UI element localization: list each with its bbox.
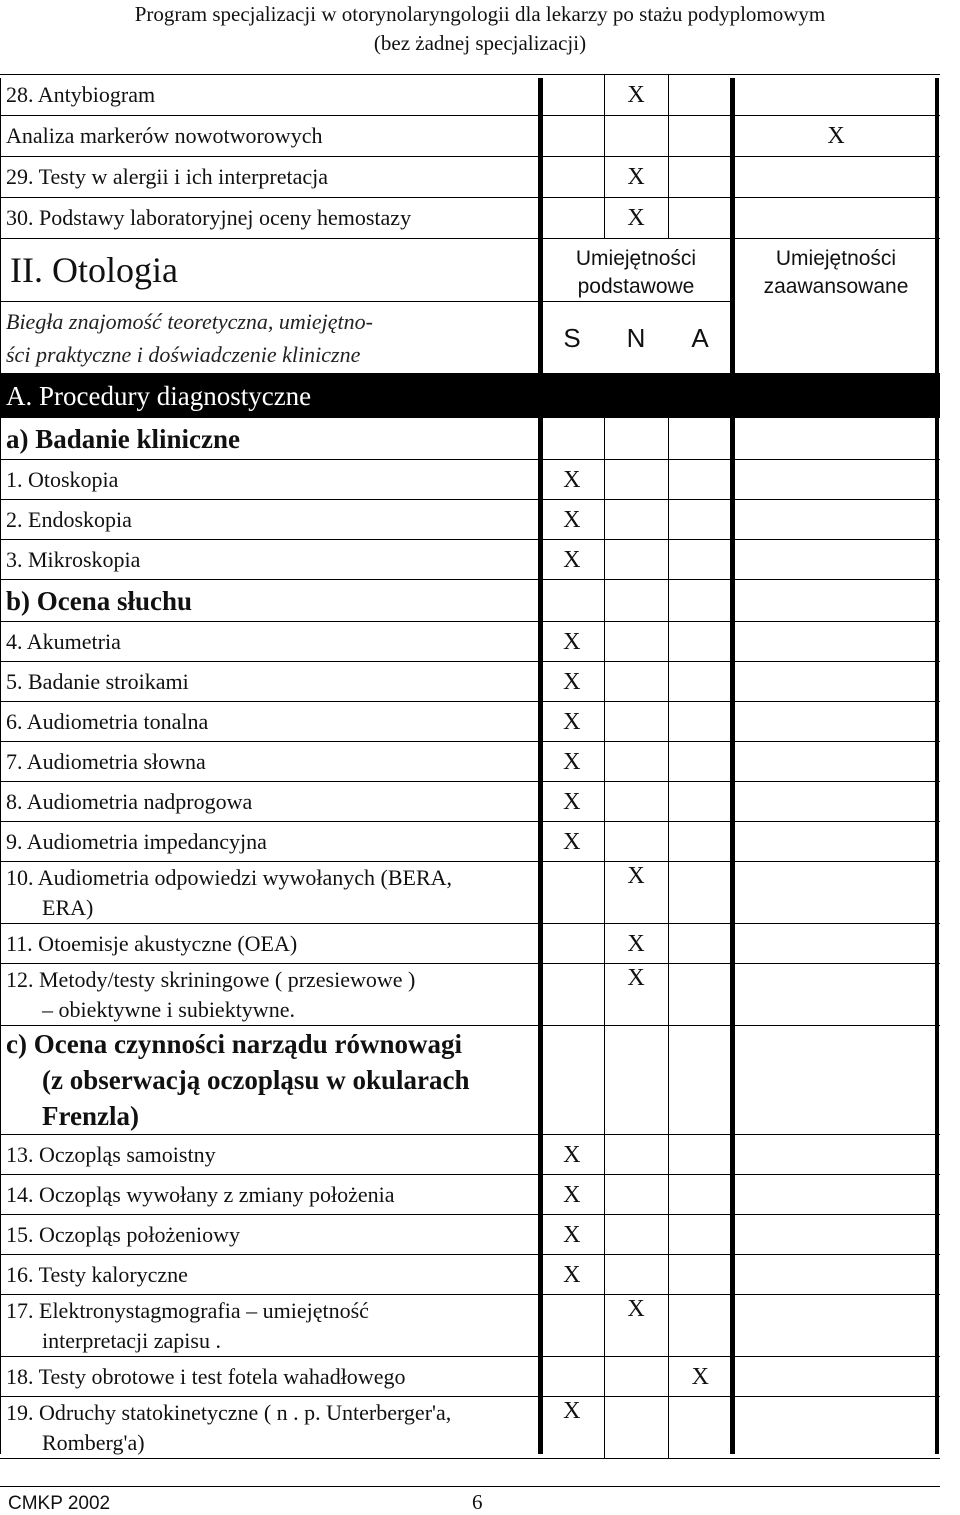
advanced-cell [732, 662, 940, 702]
mark-cell: X [604, 1295, 668, 1357]
item-label-line1: 10. Audiometria odpowiedzi wywołanych (BERA, [6, 864, 453, 890]
item-label: 3. Mikroskopia [0, 540, 540, 580]
mark-cell [668, 540, 732, 580]
empty-cell [732, 1026, 940, 1135]
section-intro-line2: ści praktyczne i doświadczenie kliniczne [6, 341, 361, 367]
advanced-cell [732, 622, 940, 662]
mark-cell [604, 622, 668, 662]
advanced-cell [732, 1357, 940, 1397]
mark-cell [540, 1357, 604, 1397]
mark-cell: X [540, 622, 604, 662]
table-row [0, 198, 940, 239]
mark-cell [668, 622, 732, 662]
mark-cell [668, 198, 732, 239]
mark-cell [604, 116, 668, 157]
table-row [0, 1397, 940, 1459]
item-label: 8. Audiometria nadprogowa [0, 782, 540, 822]
empty-cell [668, 580, 732, 622]
section-title: II. Otologia [0, 239, 540, 302]
mark-cell: X [668, 1357, 732, 1397]
advanced-cell [732, 822, 940, 862]
item-label: 9. Audiometria impedancyjna [0, 822, 540, 862]
group-b-heading: b) Ocena słuchu [0, 580, 540, 622]
item-label: 14. Oczopląs wywołany z zmiany położenia [0, 1175, 540, 1215]
table-row [0, 157, 940, 198]
mark-cell [668, 822, 732, 862]
mark-cell [668, 1135, 732, 1175]
item-label: Analiza markerów nowotworowych [0, 116, 540, 157]
mark-cell: X [540, 782, 604, 822]
mark-cell [668, 500, 732, 540]
advanced-cell [732, 75, 940, 116]
procedures-row [0, 374, 940, 418]
mark-cell [604, 822, 668, 862]
group-b-heading-row [0, 580, 940, 622]
table-row [0, 1175, 940, 1215]
mark-cell: X [540, 1255, 604, 1295]
advanced-cell: X [732, 116, 940, 157]
black-cell [732, 374, 940, 418]
mark-cell [604, 1135, 668, 1175]
basic-skills-header: Umiejętności podstawowe [540, 239, 732, 302]
mark-cell: X [540, 662, 604, 702]
table-row [0, 964, 940, 1026]
mark-cell: X [540, 1397, 604, 1459]
advanced-cell [732, 742, 940, 782]
empty-cell [604, 418, 668, 460]
group-c-heading-row [0, 1026, 940, 1135]
mark-cell [540, 116, 604, 157]
advanced-cell [732, 964, 940, 1026]
mark-cell [604, 702, 668, 742]
mark-cell: X [540, 540, 604, 580]
item-label: 16. Testy kaloryczne [0, 1255, 540, 1295]
advanced-cell [732, 157, 940, 198]
table-row [0, 116, 940, 157]
mark-cell [668, 1255, 732, 1295]
advanced-cell [732, 460, 940, 500]
mark-cell [668, 460, 732, 500]
item-label: 5. Badanie stroikami [0, 662, 540, 702]
table-divider-advanced [730, 78, 735, 1454]
advanced-cell [732, 1215, 940, 1255]
mark-cell [604, 500, 668, 540]
mark-cell [604, 540, 668, 580]
footer-left: CMKP 2002 [8, 1493, 111, 1514]
group-a-heading: a) Badanie kliniczne [0, 418, 540, 460]
mark-cell [604, 782, 668, 822]
item-label-line1: 17. Elektronystagmografia – umiejętność [6, 1297, 369, 1323]
table-row [0, 782, 940, 822]
page-header-title: Program specjalizacji w otorynolaryngologii dla lekarzy po stażu podyplomowym [134, 2, 826, 26]
mark-cell [668, 742, 732, 782]
mark-cell [604, 662, 668, 702]
item-label: 30. Podstawy laboratoryjnej oceny hemostazy [0, 198, 540, 239]
column-s: S [540, 302, 604, 374]
mark-cell [604, 1397, 668, 1459]
item-label [0, 1295, 540, 1357]
advanced-cell [732, 702, 940, 742]
mark-cell: X [604, 198, 668, 239]
mark-cell [540, 75, 604, 116]
page-number: 6 [472, 1490, 483, 1514]
item-label: 15. Oczopląs położeniowy [0, 1215, 540, 1255]
table-divider-main [538, 78, 543, 1454]
empty-cell [732, 580, 940, 622]
black-cell [668, 374, 732, 418]
item-label: 2. Endoskopia [0, 500, 540, 540]
skills-table [0, 74, 940, 1459]
mark-cell: X [604, 964, 668, 1026]
empty-cell [540, 1026, 604, 1135]
mark-cell [668, 862, 732, 924]
table-row [0, 1255, 940, 1295]
mark-cell [540, 862, 604, 924]
mark-cell: X [540, 1175, 604, 1215]
advanced-skills-header: Umiejętności zaawansowane [732, 239, 940, 374]
group-c-heading-line3: Frenzla) [42, 1101, 139, 1131]
mark-cell [668, 1215, 732, 1255]
mark-cell [540, 964, 604, 1026]
item-label [0, 1397, 540, 1459]
mark-cell [540, 1295, 604, 1357]
item-label: 7. Audiometria słowna [0, 742, 540, 782]
item-label-line1: 19. Odruchy statokinetyczne ( n . p. Unterberger'a, [6, 1399, 452, 1425]
section-intro [0, 302, 540, 374]
item-label: 1. Otoskopia [0, 460, 540, 500]
table-row [0, 75, 940, 116]
mark-cell [604, 1215, 668, 1255]
table-row [0, 662, 940, 702]
empty-cell [668, 418, 732, 460]
item-label: 4. Akumetria [0, 622, 540, 662]
mark-cell [668, 964, 732, 1026]
mark-cell: X [540, 742, 604, 782]
empty-cell [540, 580, 604, 622]
group-c-heading-line1: c) Ocena czynności narządu równowagi [6, 1029, 462, 1059]
empty-cell [540, 418, 604, 460]
mark-cell [668, 1175, 732, 1215]
column-a: A [668, 302, 732, 374]
mark-cell: X [604, 75, 668, 116]
mark-cell: X [540, 1135, 604, 1175]
table-row [0, 742, 940, 782]
page-header-subtitle: (bez żadnej specjalizacji) [373, 31, 587, 55]
mark-cell [668, 702, 732, 742]
table-row [0, 622, 940, 662]
mark-cell [668, 157, 732, 198]
column-n: N [604, 302, 668, 374]
advanced-cell [732, 1397, 940, 1459]
item-label: 29. Testy w alergii i ich interpretacja [0, 157, 540, 198]
mark-cell [668, 75, 732, 116]
mark-cell [668, 782, 732, 822]
mark-cell [668, 1397, 732, 1459]
item-label-line1: 12. Metody/testy skriningowe ( przesiewowe ) [6, 966, 416, 992]
advanced-cell [732, 198, 940, 239]
table-row [0, 1135, 940, 1175]
item-label-line2: – obiektywne i subiektywne. [42, 996, 295, 1022]
mark-cell [668, 662, 732, 702]
section-intro-line1: Biegła znajomość teoretyczna, umiejętno- [6, 308, 373, 334]
empty-cell [732, 418, 940, 460]
table-row [0, 702, 940, 742]
mark-cell [604, 742, 668, 782]
table-row [0, 822, 940, 862]
table-row [0, 1215, 940, 1255]
mark-cell [604, 1255, 668, 1295]
empty-cell [604, 580, 668, 622]
advanced-cell [732, 1135, 940, 1175]
advanced-cell [732, 540, 940, 580]
section-title-row [0, 239, 940, 302]
table-border-left [0, 78, 1, 1454]
group-a-heading-row [0, 418, 940, 460]
group-c-heading-line2: (z obserwacją oczopląsu w okularach [42, 1065, 470, 1095]
item-label-line2: interpretacji zapisu . [42, 1327, 221, 1353]
advanced-cell [732, 1175, 940, 1215]
item-label-line2: Romberg'a) [42, 1429, 145, 1455]
mark-cell [668, 924, 732, 964]
mark-cell [604, 1175, 668, 1215]
advanced-cell [732, 1295, 940, 1357]
procedures-heading: A. Procedury diagnostyczne [0, 374, 540, 418]
mark-cell: X [540, 702, 604, 742]
mark-cell [668, 116, 732, 157]
advanced-cell [732, 862, 940, 924]
mark-cell: X [540, 1215, 604, 1255]
mark-cell [604, 460, 668, 500]
item-label: 28. Antybiogram [0, 75, 540, 116]
mark-cell: X [540, 460, 604, 500]
mark-cell [668, 1295, 732, 1357]
item-label: 11. Otoemisje akustyczne (OEA) [0, 924, 540, 964]
table-row [0, 924, 940, 964]
mark-cell [540, 157, 604, 198]
item-label [0, 964, 540, 1026]
table-row [0, 500, 940, 540]
table-row [0, 460, 940, 500]
mark-cell [540, 198, 604, 239]
table-border-right [935, 78, 939, 1454]
black-cell [540, 374, 604, 418]
item-label [0, 862, 540, 924]
table-row [0, 1295, 940, 1357]
advanced-cell [732, 782, 940, 822]
black-cell [604, 374, 668, 418]
mark-cell: X [540, 822, 604, 862]
advanced-cell [732, 924, 940, 964]
mark-cell: X [604, 862, 668, 924]
footer-rule [0, 1486, 940, 1487]
item-label: 18. Testy obrotowe i test fotela wahadłowego [0, 1357, 540, 1397]
mark-cell [540, 924, 604, 964]
advanced-cell [732, 500, 940, 540]
empty-cell [668, 1026, 732, 1135]
mark-cell [604, 1357, 668, 1397]
table-row [0, 1357, 940, 1397]
group-c-heading [0, 1026, 540, 1135]
mark-cell: X [604, 924, 668, 964]
item-label: 6. Audiometria tonalna [0, 702, 540, 742]
mark-cell: X [540, 500, 604, 540]
item-label-line2: ERA) [42, 894, 94, 920]
table-row [0, 862, 940, 924]
mark-cell: X [604, 157, 668, 198]
table-row [0, 540, 940, 580]
item-label: 13. Oczopląs samoistny [0, 1135, 540, 1175]
advanced-cell [732, 1255, 940, 1295]
empty-cell [604, 1026, 668, 1135]
